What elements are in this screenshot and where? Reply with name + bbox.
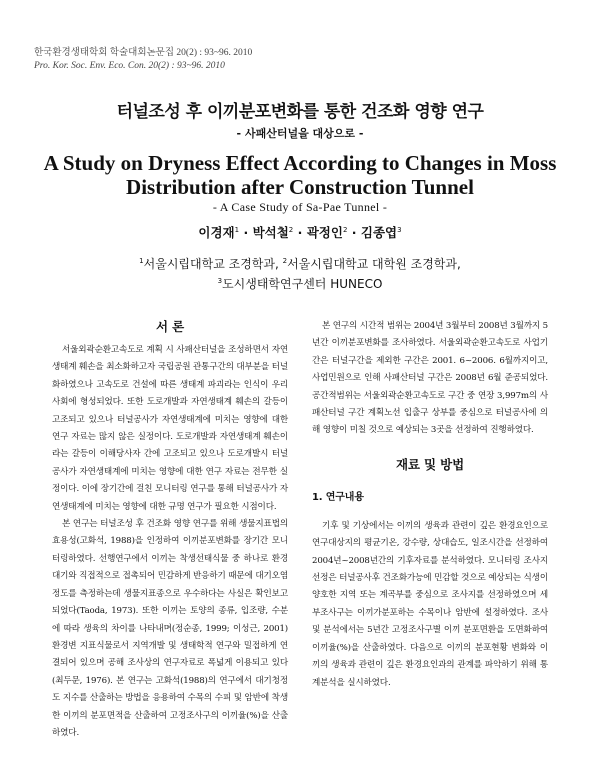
subtitle-korean: - 사패산터널을 대상으로 -: [236, 127, 364, 140]
author-affil-marker: 1: [234, 225, 240, 234]
author-list: [0, 223, 600, 241]
author-name: 이경재: [198, 225, 235, 240]
materials-paragraph-1: 기후 및 기상에서는 이끼의 생육과 관련이 깊은 환경요인으로 연구대상지의 평균기온, 강수량, 상대습도, 일조시간을 선정하여 2004년~2008년간의 기후자료를 분석하였다. 모니터링 조사지 선정은 터널공사후 건조화가능에 민감할 것으로 예상되는 식생이 양호한 지역 또는 계곡부를 중심으로 조사지를 선정하였으며 세부조사구는 이끼가분포하는 수목이나 암반에 설정하였다. 조사 및 분석에서는 5년간 고정조사구별 이끼 분포면환을 도면화하여 이끼율(%)을 산출하였다. 다음으로 이끼의 분포현황 변화와 이끼의 생육과 관련이 깊은 환경요인과의 관계를 파악하기 위해 통계분석을 실시하였다.: [312, 520, 548, 688]
author-affil-marker: 2: [342, 225, 348, 234]
subsection-heading-research-content: 1. 연구내용: [312, 491, 364, 503]
body-column-right: [312, 318, 548, 692]
section-heading-intro: 서 론: [155, 319, 185, 334]
intro-paragraph-2: 본 연구는 터널조성 후 건조화 영향 연구를 위해 생물지표법의 효용성(고화석, 1988)을 인정하여 이끼분포변화를 장기간 모니터링하였다. 선행연구에서 이끼는 착생선태식물 중 하나로 환경대기와 직접적으로 접촉되어 민감하게 반응하기 때문에 대기오염정도를 측정하는데 생물지표종으로 우수하다는 사실은 확인보고 되었다(Taoda, 1973). 또한 이끼는 토양의 종류, 입조량, 수분에 따라 생육의 차이를 나타내며(정순종, 1999; 이성근, 2001) 환경변 지표식물로서 지역개발 및 생태학적 연구와 밀접하게 연결되어 있으며 공해 조사상의 연구자료로 폭넓게 이용되고 있다(최두문, 1976). 본 연구는 고화석(1988)의 연구에서 대기청정도 지수를 산출하는 방법을 응용하여 수목의 수피 및 암반에 착생한 이끼의 분포면적을 산출하여 고정조사구의 이끼율(%)을 산출하였다.: [52, 519, 288, 738]
title-english: [0, 151, 600, 199]
affiliation-line1: $^1$서울시립대학교 조경학과, $^2$서울시립대학교 대학원 조경학과,: [139, 257, 461, 271]
author-name: 김종엽: [360, 225, 398, 240]
author-name: 곽정인: [306, 225, 343, 240]
journal-citation-ko: 한국환경생태학회 학술대회논문집 20(2) : 93~96. 2010: [34, 48, 253, 58]
author-name: 박석철: [252, 225, 289, 240]
title-english-line2: Distribution after Construction Tunnel: [126, 175, 474, 199]
title-korean: 터널조성 후 이끼분포변화를 통한 건조화 영향 연구: [116, 102, 484, 122]
author-separator: ·: [297, 225, 303, 240]
intro-paragraph-1: 서울외곽순환고속도로 계획 시 사패산터널을 조성하면서 자연생태계 훼손을 최소화하고자 국립공원 관통구간의 대부분을 터널화하였으나 고속도로 건설에 따른 생태계 파괴라는 인식이 우리사회에 형성되었다. 또한 도로개발과 자연생태계 훼손의 갈등이 고조되고 있으나 터널공사가 자연생태계에 미치는 영향에 대한 연구 자료는 많지 않은 실정이다. 도로개발과 자연생태계 훼손이라는 갈등이 이해당사자 간에 고조되고 있으나 도로개발시 터널공사가 자연생태계에 미치는 영향에 대한 연구 자료는 전무한 실정이다. 이에 장기간에 걸친 모니터링 연구를 통해 터널공사가 자연생태계에 미치는 영향에 대한 규명 연구가 필요한 시점이다.: [52, 345, 288, 512]
affiliations: [0, 254, 600, 294]
section-heading-materials: 재료 및 방법: [395, 456, 465, 472]
journal-citation: [34, 47, 252, 73]
intro-paragraph-3: 본 연구의 시간적 범위는 2004년 3월부터 2008년 3월까지 5년간 이끼분포변화를 조사하였다. 서울외곽순환고속도로 사업기간은 터널구간을 제외한 구간은 2001. 6~2006. 6월까지이고, 사업민원으로 인해 사패산터널 구간은 2008년 6월 준공되었다. 공간적범위는 서울외곽순환고속도로 구간 중 연장 3,997m의 사패산터널 구간 계획노선 입출구 상부를 중심으로 터널공사에 의해 영향이 미칠 것으로 예상되는 3곳을 선정하여 진행하였다.: [312, 321, 548, 436]
author-affil-marker: 3: [397, 225, 402, 234]
body-column-left: [52, 318, 288, 742]
subtitle-english: - A Case Study of Sa-Pae Tunnel -: [212, 200, 388, 214]
author-separator: ·: [351, 225, 357, 240]
author-affil-marker: 2: [288, 225, 294, 234]
title-english-line1: A Study on Dryness Effect According to Changes in Moss: [43, 151, 557, 175]
journal-citation-en: Pro. Kor. Soc. Env. Eco. Con. 20(2) : 93~96. 2010: [34, 61, 225, 71]
author-separator: ·: [243, 225, 249, 240]
affiliation-line2: $^3$도시생태학연구센터 HUNECO: [217, 277, 383, 291]
